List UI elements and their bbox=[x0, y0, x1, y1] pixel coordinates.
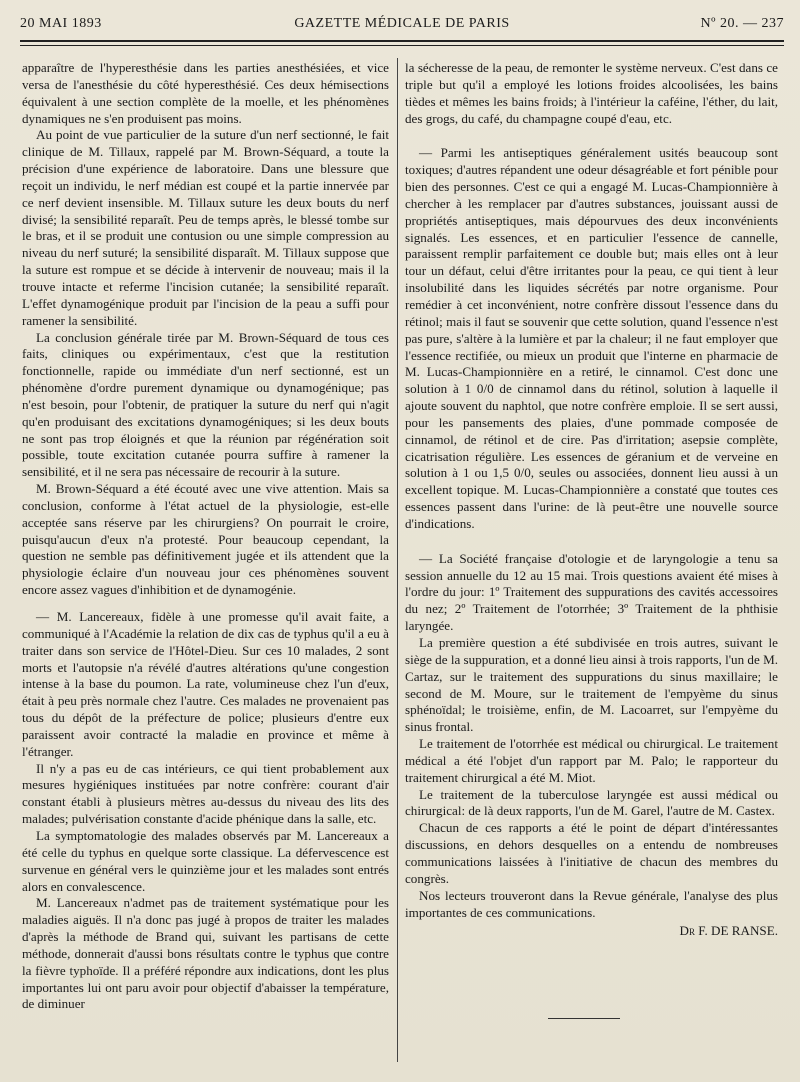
paragraph: — La Société française d'otologie et de laryngologie a tenu sa session annuelle du 12 au 15 mai. Trois questions avaient été mises à l'ordre du jour: 1º Traitement des suppurations des cavités accessoires du nez; 2º Traitement de l'otorrhée; 3º Traitement de la phthisie laryngée. bbox=[405, 550, 778, 634]
right-column bbox=[405, 60, 778, 940]
page-header bbox=[20, 16, 784, 38]
paragraph: Le traitement de l'otorrhée est médical ou chirurgical. Le traitement médical a été l'objet d'un rapport par M. Palo; le rapporteur du traitement chirurgical a été M. Miot. bbox=[405, 736, 778, 785]
paragraph: La symptomatologie des malades observés par M. Lancereaux a été celle du typhus en quelque sorte classique. La défervescence est survenue en général vers le quinzième jour et les malades sont entrés alors en convalescence. bbox=[22, 827, 389, 894]
paragraph: la sécheresse de la peau, de remonter le système nerveux. C'est dans ce triple but qu'il a employé les lotions froides alcoolisées, les bains tièdes et mêmes les bains froids; à l'intérieur la caféine, l'éther, du lait, des grogs, du café, du champagne coupé d'eau, etc. bbox=[405, 60, 778, 126]
paragraph: Chacun de ces rapports a été le point de départ d'intéressantes discussions, en dehors desquelles on a entendu de nombreuses communications laissées à l'initiative de chacun des membres du congrès. bbox=[405, 820, 778, 886]
paragraph: Nos lecteurs trouveront dans la Revue générale, l'analyse des plus importantes de ces communications. bbox=[405, 887, 778, 920]
paragraph: — M. Lancereaux, fidèle à une promesse qu'il avait faite, a communiqué à l'Académie la relation de dix cas de typhus qu'il a eu à traiter dans son service de l'Hôtel-Dieu. Sur ces 10 malades, 2 sont morts et l'autopsie n'a révélé d'autres altérations qu'une congestion intense à la base du poumon. La rate, volumineuse chez l'un d'eux, était à peu près normale chez l'autre. Ces malades ne provenaient pas tous du dépôt de la préfecture de police; plusieurs d'entre eux paraissent avoir contracté la maladie en province et même à l'étranger. bbox=[22, 609, 389, 759]
end-rule bbox=[548, 1018, 620, 1019]
header-rule-thin bbox=[20, 45, 784, 46]
paragraph: Il n'y a pas eu de cas intérieurs, ce qui tient probablement aux mesures hygiéniques instituées par notre confrère: courant d'air constant établi à plusieurs mètres au-dessus du niveau des lits des malades; pulvérisation constante d'acide phénique dans la salle, etc. bbox=[22, 760, 389, 827]
left-column bbox=[22, 60, 389, 1013]
paragraph: M. Lancereaux n'admet pas de traitement systématique pour les maladies aiguës. Il n'a donc pas jugé à propos de traiter les malades d'après la méthode de Brand qui, suivant les partisans de cette méthode, donnerait d'aussi bons résultats contre le typhus que contre la fièvre typhoïde. Il a préféré répondre aux indications, dont les plus importantes lui ont paru avoir pour objectif d'abaisser la température, de diminuer bbox=[22, 895, 389, 1012]
header-page-number: Nº 20. — 237 bbox=[700, 16, 784, 31]
paragraph: apparaître de l'hyperesthésie dans les parties anesthésiées, et vice versa de l'anesthésie du côté hyperesthésié. Ces deux hémisections équivalent à une section complète de la moelle, et les phénomènes dynamiques ne s'en produisent pas moins. bbox=[22, 60, 389, 126]
author-signature: Dr F. DE RANSE. bbox=[679, 923, 778, 939]
paragraph: M. Brown-Séquard a été écouté avec une vive attention. Mais sa conclusion, conforme à l'état actuel de la physiologie, est-elle acceptée sans réserve par les chirurgiens? On pourrait le croire, puisqu'aucun d'eux n'a protesté. Pour beaucoup cependant, la question ne semble pas définitivement jugée et ils attendent que la physiologie éclaire d'un nouveau jour ces phénomènes souvent encore assez vagues d'inhibition et de dynamogénie. bbox=[22, 481, 389, 598]
paragraph: La conclusion générale tirée par M. Brown-Séquard de tous ces faits, cliniques ou expérimentaux, c'est que la restitution fonctionnelle, rapide ou immédiate d'un nerf sectionné, est un phénomène d'ordre purement dynamique ou dynamogénique; pas n'est besoin, pour l'obtenir, de pratiquer la suture du nerf qui n'agit qu'en produisant des excitations dynamogéniques; si les deux bouts ne sont pas trop éloignés et que la réunion par régénération soit possible, toute excitation cutanée pourra suffire à ramener la sensibilité, et il ne sera pas nécessaire de recourir à la suture. bbox=[22, 329, 389, 480]
paragraph: — Parmi les antiseptiques généralement usités beaucoup sont toxiques; d'autres répandent une odeur désagréable et fort pénible pour bien des personnes. C'est ce qui a engagé M. Lucas-Championnière à chercher à les remplacer par d'autres substances, jouissant aussi de propriétés antiseptiques, mais dépourvues des deux inconvénients signalés. Les essences, et en particulier l'essence de cannelle, paraissent remplir parfaitement ce double but; mais elles ont à leur tour un défaut, celui d'être irritantes pour la peau, ce qui tient à leur insolubilité dans les liquides sécrétés par notre organisme. Pour remédier à cet inconvénient, notre confrère dissout l'essence dans du rétinol; mais il faut se souvenir que cette solution, quand l'essence n'est pas pure, s'altère à la lumière et par la chaleur; il ne faut employer que l'essence rectifiée, ou mieux un produit que l'interne en pharmacie de M. Lucas-Championnière en a retiré, le cinnamol. C'est donc une solution à 1 0/0 de cinnamol dans du rétinol, solution à laquelle il ajoute souvent du naphtol, que notre confrère emploie. Il se sert aussi, pour les pansements des plaies, d'une pommade composée de cinnamol, de rétinol et de cire. Pas d'irritation; asepsie complète, cicatrisation régulière. Les essences de géranium et de verveine en solution à 1 ou 1,5 0/0, seules ou associées, donnent lieu aussi à un excellent topique. M. Lucas-Championnière a constaté que toutes ces essences passent dans l'urine: de là peut-être une nouvelle source d'indications. bbox=[405, 145, 778, 531]
header-title: GAZETTE MÉDICALE DE PARIS bbox=[294, 16, 510, 31]
column-divider bbox=[397, 58, 398, 1062]
paragraph: Le traitement de la tuberculose laryngée est aussi médical ou chirurgical: de là deux rapports, l'un de M. Garel, l'autre de M. Castex. bbox=[405, 786, 778, 819]
paragraph: Au point de vue particulier de la suture d'un nerf sectionné, le fait clinique de M. Tillaux, rappelé par M. Brown-Séquard, a toute la précision d'une expérience de laboratoire. Dans une blessure que reçoit un individu, le nerf médian est coupé et la partie innervée par ce nerf devient insensible. M. Tillaux suture les deux bouts du nerf divisé; la sensibilité reparaît. Peu de temps après, le blessé tombe sur le bras, et il se produit une contusion ou une simple compression au niveau du nerf suturé; la sensibilité disparaît. M. Tillaux suppose que la suture est rompue et se décide à intervenir de nouveau; mais il la trouve intacte et referme l'incision cutanée; la sensibilité reparaît. L'effet dynamogénique produit par l'incision de la peau a suffi pour ramener la sensibilité. bbox=[22, 127, 389, 328]
header-rule-thick bbox=[20, 40, 784, 42]
header-date: 20 MAI 1893 bbox=[20, 16, 102, 31]
paragraph: La première question a été subdivisée en trois autres, suivant le siège de la suppuration, et a donné lieu ainsi à trois rapports, l'un de M. Cartaz, sur le traitement des suppurations du sinus maxillaire; le second de M. Moure, sur le traitement de l'empyème du sinus sphénoïdal; le troisième, enfin, de M. Lacoarret, sur l'empyème du sinus frontal. bbox=[405, 635, 778, 735]
